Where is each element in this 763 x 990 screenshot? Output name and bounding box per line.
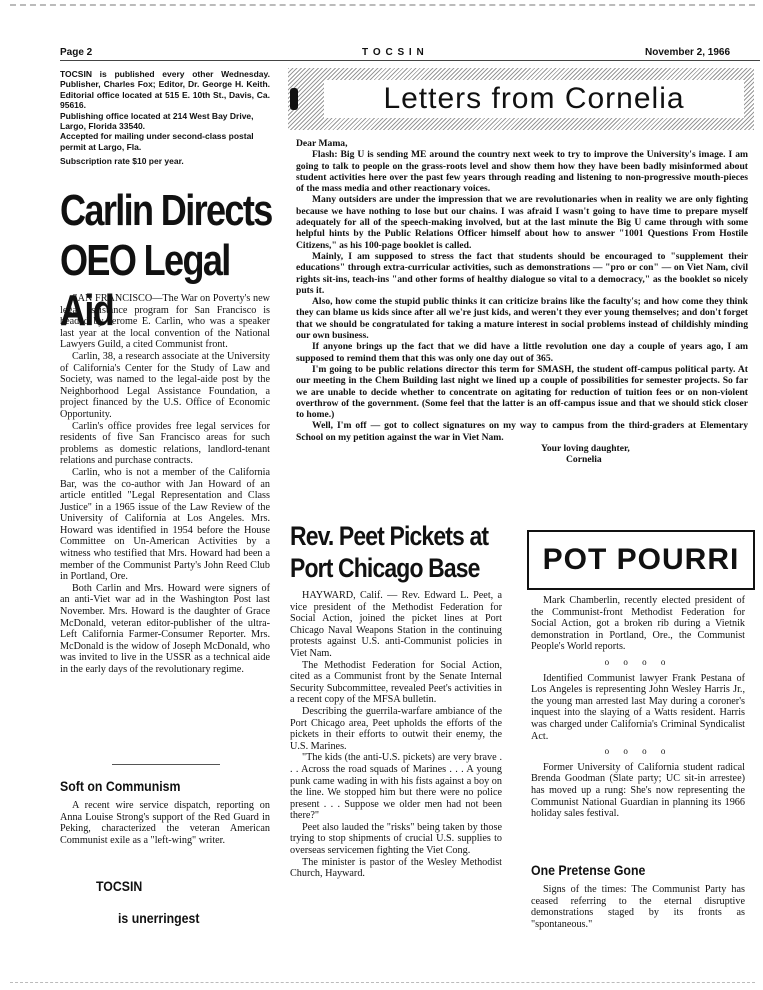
publisher-line: Publishing office located at 214 West Bay Drive, Largo, Florida 33540. — [60, 110, 254, 132]
pot-pourri-items — [531, 595, 745, 820]
tocsin-tag: TOCSIN — [96, 878, 143, 894]
peet-headline-line: Rev. Peet Pickets at — [290, 521, 489, 551]
letter-paragraph: Well, I'm off — got to collect signatures on my way to campus from the third-graders at Elementary School on my petition against the war in Viet Nam. — [296, 420, 748, 443]
carlin-headline-line: OEO Legal Aid — [60, 236, 230, 335]
publisher-line: Accepted for mailing under second-class postal permit at Largo, Fla. — [60, 131, 254, 152]
article-paragraph: "The kids (the anti-U.S. pickets) are very brave . . . Across the road squads of Marines . . . A young punk came wading in with his fists against a boy on the line. We stopped him but there were no police present . . . Suppose we older men had not been there?" — [290, 752, 502, 822]
peet-article — [290, 590, 502, 880]
article-paragraph: Describing the guerrila-warfare ambiance of the Port Chicago area, Peet upholds the efforts of the pickets in their efforts to outwit their enemy, the U.S. Marines. — [290, 705, 502, 752]
pot-item: Mark Chamberlin, recently elected president of the Communist-front Methodist Federation for Social Action, got a broken rib during a Vietnik demonstration in Portland, Ore., the Communist People's World reports. — [531, 595, 745, 653]
article-paragraph: Carlin, 38, a research associate at the University of California's Center for the Study of Law and Society, was named to the legal-aide post by the Neighborhood Legal Assistance Foundation, a project financed by the U.S. Office of Economic Opportunity. — [60, 350, 270, 420]
peet-headline-line: Port Chicago Base — [290, 553, 480, 583]
letter-closing: Your loving daughter, — [541, 443, 630, 455]
pot-pourri-title: POT POURRI — [542, 543, 740, 576]
letter-paragraph: Flash: Big U is sending ME around the country next week to try to improve the University's image. I am going to talk to people on the grass-roots level and show them how they have been badly misinformed about student activities here over the past few years through reading and listening to non-progressive mouth-pieces of the mass media and other reactionary voices. — [296, 149, 748, 195]
pot-item: Identified Communist lawyer Frank Pestana of Los Angeles is representing John Wesley Harris Jr., the young man arrested last May during a coroner's inquest into the slaying of a Watts resident. Harris was charged under California's Criminal Syndicalist Act. — [531, 672, 745, 742]
letters-body — [296, 138, 748, 466]
article-paragraph: A recent wire service dispatch, reporting on Anna Louise Strong's support of the Red Guard in Peking, characterized the veteran American Communist exile as a "left-wing" writer. — [60, 800, 270, 846]
unerringest-tag: is unerringest — [118, 910, 200, 926]
pot-pourri-box — [527, 530, 755, 590]
letter-paragraph: Many outsiders are under the impression that we are revolutionaries when in reality we are only fighting because we have nothing to lose but our chains. I was afraid I wasn't going to have time to prepare myself adequately for all of the speech-making involved, but at the last minute the Big U came through with some helpful hints by the Public Relations Officer himself about how to answer "1001 Questions From Hostile Citizens," as his 100-page booklet is called. — [296, 194, 748, 251]
section-divider — [112, 764, 220, 765]
article-paragraph: Signs of the times: The Communist Party has ceased referring to the eternal disruptive demonstrations staged by its fronts as "spontaneous." — [531, 884, 745, 930]
letter-paragraph: If anyone brings up the fact that we did have a little revolution one day a couple of years ago, I am supposed to remind them that this was only one day out of 365. — [296, 341, 748, 364]
letter-paragraph: Mainly, I am supposed to stress the fact that students should be encouraged to "supplement their educations" through extra-curricular activities, such as demonstrations — "pro or con" — on Viet Nam, civil rights sit-ins, teach-ins "and other forms of healthy dialogue so vital to a democracy," as the booklet so nicely puts it. — [296, 250, 748, 296]
top-border-rule — [10, 4, 755, 6]
publisher-info — [60, 69, 270, 167]
subscription-rate: Subscription rate $10 per year. — [60, 156, 184, 167]
letters-salutation: Dear Mama, — [296, 138, 348, 149]
letter-paragraph: I'm going to be public relations director this term for SMASH, the student off-campus political party. At our meeting in the Chem Building last night we lined up a couple of possibilities for semester projects. So far we are unable to decide whether to concentrate on agitating for reduction of tuition fees or on non-violent overthrow of the government. (Some feel that the latter is an off-campus issue and that we should stick closer to home.) — [296, 363, 748, 421]
article-paragraph: The minister is pastor of the Wesley Methodist Church, Hayward. — [290, 856, 502, 880]
masthead-rule — [60, 60, 760, 61]
letters-banner — [288, 68, 754, 130]
article-paragraph: Carlin's office provides free legal services for residents of five San Francisco areas for such problems as domestic relations, landlord-tenant relations and purchase contracts. — [60, 420, 270, 467]
peet-headline — [290, 520, 511, 584]
article-paragraph: Peet also lauded the "risks" being taken by those trying to stop shipments of crucial U.S. supplies to overseas servicemen fighting the Viet Cong. — [290, 821, 502, 857]
item-separator: o o o o — [604, 656, 672, 667]
publisher-line: TOCSIN is published every other Wednesday. Publisher, Charles Fox; Editor, Dr. George H. Keith. Editorial office located at 515 E. 10th St., Davis, Ca. 95616. — [60, 69, 270, 111]
article-paragraph: The Methodist Federation for Social Action, cited as a Communist front by the Senate Internal Security Subcommittee, revealed Peet's activities in a recent copy of the MFSA bulletin. — [290, 659, 502, 706]
soft-article — [60, 800, 270, 846]
article-paragraph: Carlin, who is not a member of the California Bar, was the co-author with Jan Howard of an article entitled "Legal Representation and Class Justice" in a 1965 issue of the Law Review of the University of California at Los Angeles. Mrs. Howard was identified in 1954 before the House Committee on Un-American Activities by a witness who testified that Mrs. Howard had been a member of the Communist Party's John Reed Club in Portland, Ore. — [60, 466, 270, 583]
pretense-headline: One Pretense Gone — [531, 862, 646, 878]
letter-signature: Cornelia — [566, 454, 602, 466]
carlin-article — [60, 293, 270, 676]
page-number: Page 2 — [60, 47, 93, 58]
letters-title: Letters from Cornelia — [324, 80, 744, 118]
article-paragraph: SAN FRANCISCO—The War on Poverty's new legal assistance program for San Francisco is headed by Jerome E. Carlin, who was a speaker last year at the local convention of the National Lawyers Guild, a cited Communist front. — [60, 293, 270, 351]
letter-paragraph: Also, how come the stupid public thinks it can criticize brains like the faculty's; and how come they think they can blame us kids since after all we're just kids, and weren't they ever young themselves; and don't forget that we should be congratulated for taking a mature interest in social problems instead of childishly minding our own business. — [296, 296, 748, 342]
bottom-border-rule — [10, 982, 755, 983]
article-paragraph: HAYWARD, Calif. — Rev. Edward L. Peet, a vice president of the Methodist Federation for Social Action, joined the picket lines at Port Chicago Naval Weapons Station in the continuing protests against U.S. anti-Communist policies in Viet Nam. — [290, 590, 502, 659]
carlin-headline-line: Carlin Directs — [60, 186, 272, 235]
soft-headline: Soft on Communism — [60, 778, 181, 794]
bullet-marker — [290, 88, 298, 110]
pot-item: Former University of California student radical Brenda Goodman (Slate party; UC sit-in arrestee) has moved up a rung: She's now representing the Communist National Guardian in planning its 1966 holiday sales festival. — [531, 761, 745, 820]
item-separator: o o o o — [604, 746, 672, 757]
paper-name: T O C S I N — [362, 47, 425, 58]
pretense-article — [531, 884, 745, 930]
issue-date: November 2, 1966 — [645, 47, 731, 58]
article-paragraph: Both Carlin and Mrs. Howard were signers of an anti-Viet war ad in the Washington Post last November. Mrs. Howard is the daughter of Grace McDonald, veteran editor-publisher of the ultra-Left California Farmer-Consumer Reporter. Mrs. McDonald is the widow of Joseph McDonald, who was invited to live in the USSR as a technical aide in the early days of the revolutionary regime. — [60, 582, 270, 675]
